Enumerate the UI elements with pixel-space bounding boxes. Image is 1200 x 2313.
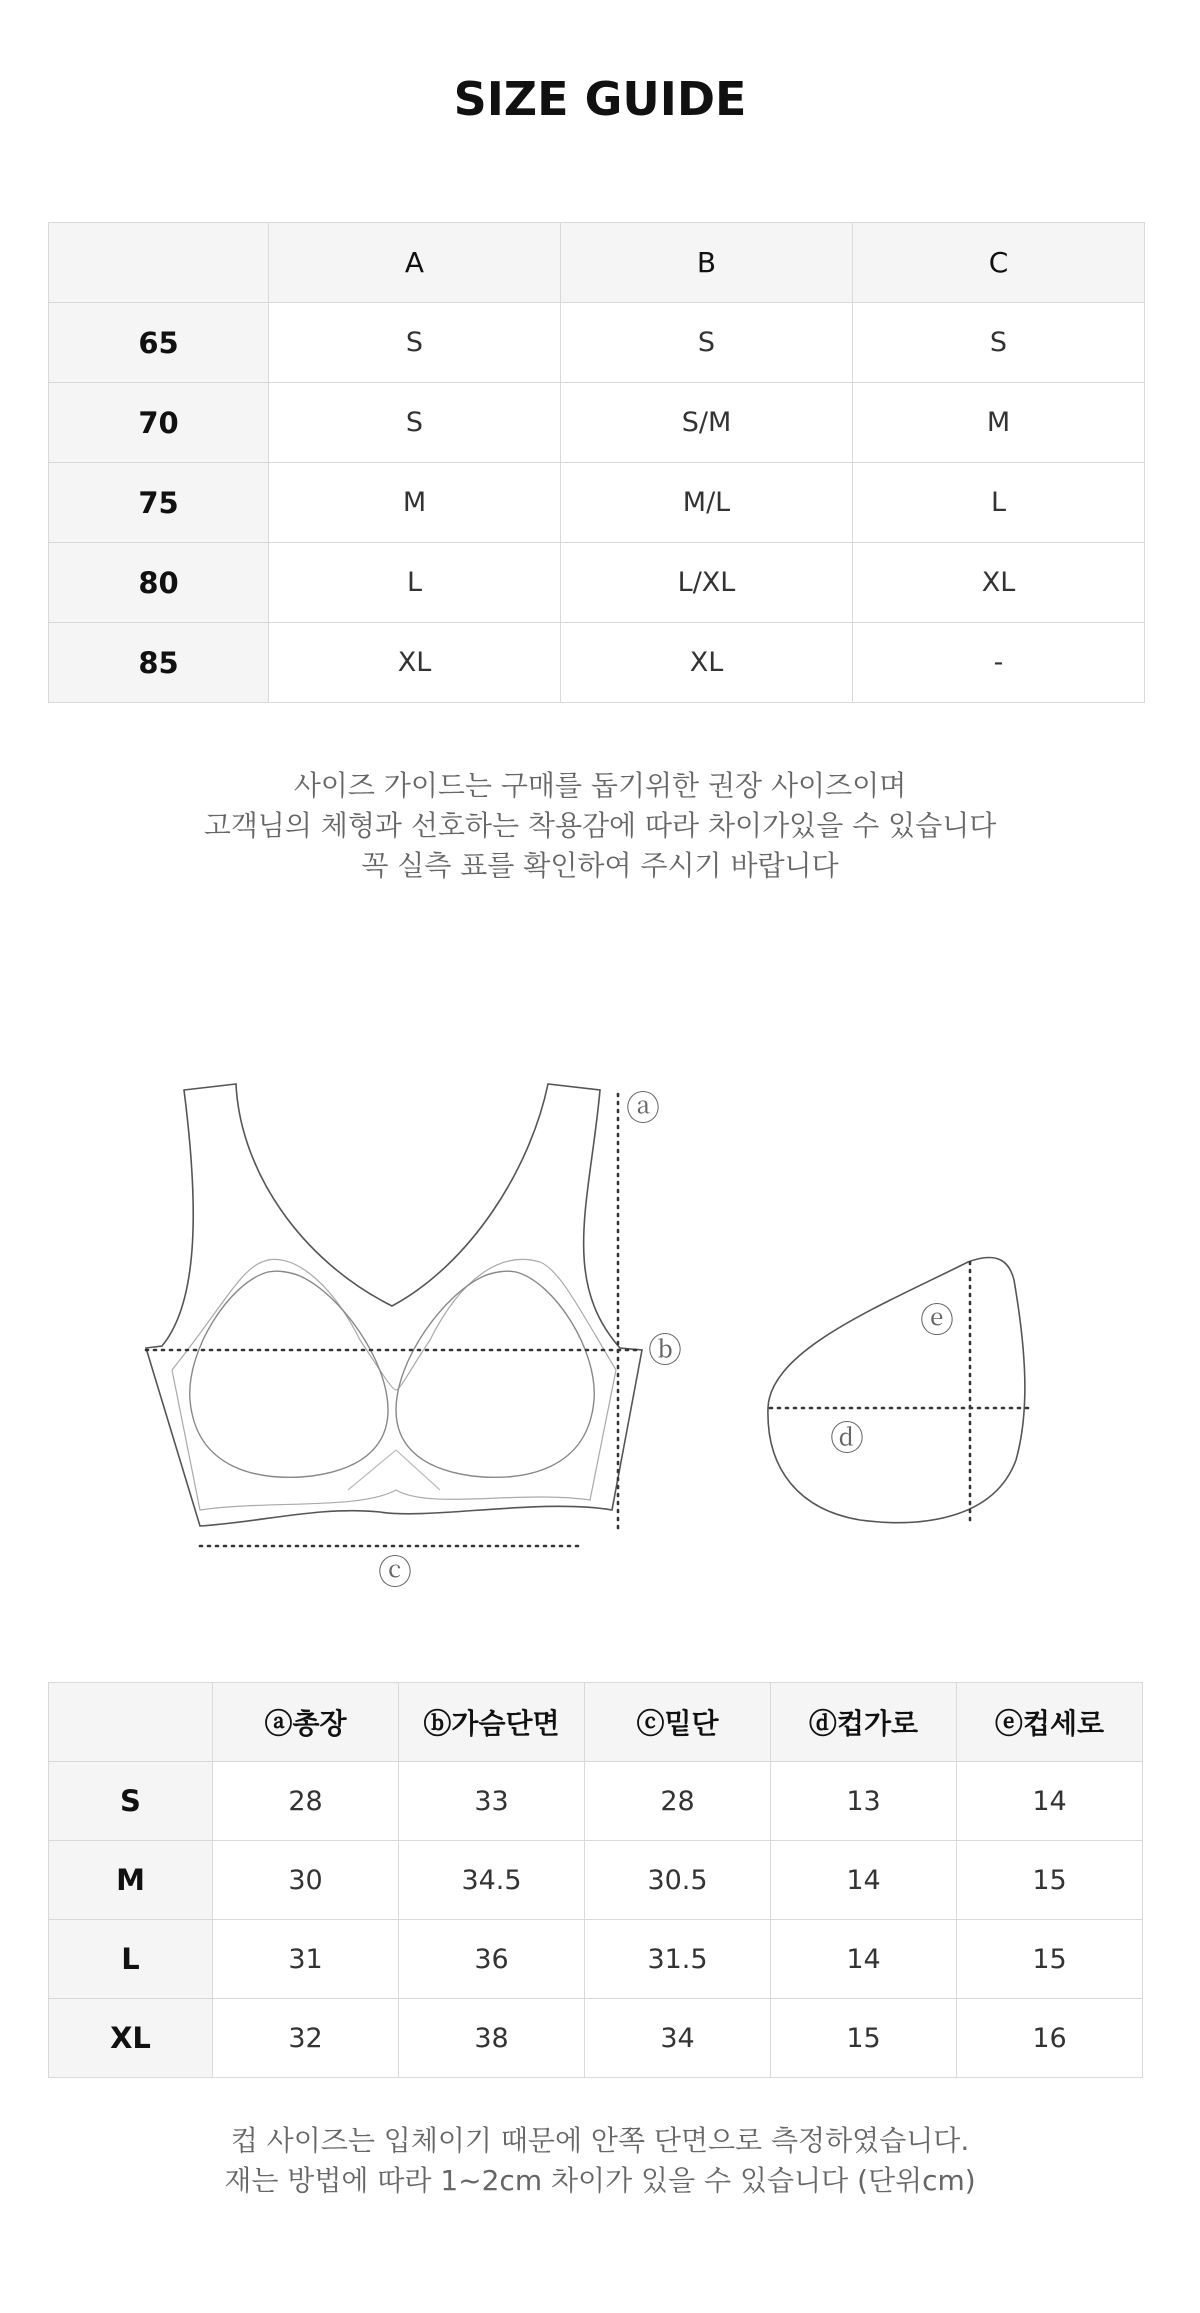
band-size-cell: 75	[49, 463, 269, 543]
table-cell: 15	[957, 1920, 1143, 1999]
measurement-table	[48, 1682, 1143, 2078]
label-a: ⓐ	[626, 1089, 660, 1129]
measurement-diagram	[0, 1050, 1200, 1610]
table-header-cell: A	[269, 223, 561, 303]
note-line: 꼭 실측 표를 확인하여 주시기 바랍니다	[361, 849, 839, 882]
table-row	[49, 623, 1145, 703]
table-cell: S	[269, 383, 561, 463]
table-header-cell	[49, 223, 269, 303]
table-cell: 16	[957, 1999, 1143, 2078]
table-cell: M	[269, 463, 561, 543]
table-header-row	[49, 223, 1145, 303]
table-row	[49, 1762, 1143, 1841]
band-size-cell: 80	[49, 543, 269, 623]
table-header-row	[49, 1683, 1143, 1762]
page-title: SIZE GUIDE	[453, 72, 747, 126]
table-header-cell: ⓔ컵세로	[957, 1683, 1143, 1762]
table-cell: M	[853, 383, 1145, 463]
size-cell: L	[49, 1920, 213, 1999]
table-header-cell: ⓒ밑단	[585, 1683, 771, 1762]
label-c: ⓒ	[378, 1553, 412, 1593]
size-cell: M	[49, 1841, 213, 1920]
center-gore	[348, 1450, 440, 1490]
table-header-cell: C	[853, 223, 1145, 303]
table-row	[49, 1920, 1143, 1999]
table-cell: 38	[399, 1999, 585, 2078]
table-cell: S	[269, 303, 561, 383]
table-cell: 30.5	[585, 1841, 771, 1920]
label-b: ⓑ	[648, 1331, 682, 1371]
size-cell: S	[49, 1762, 213, 1841]
table-cell: 13	[771, 1762, 957, 1841]
size-guide-note	[0, 766, 1200, 886]
band-size-cell: 65	[49, 303, 269, 383]
cup-pad	[768, 1257, 1025, 1522]
measurement-note	[0, 2121, 1200, 2201]
note-line: 고객님의 체형과 선호하는 착용감에 따라 차이가있을 수 있습니다	[203, 809, 997, 842]
band-size-cell: 85	[49, 623, 269, 703]
table-cell: XL	[269, 623, 561, 703]
table-header-cell: ⓓ컵가로	[771, 1683, 957, 1762]
note-line: 재는 방법에 따라 1~2cm 차이가 있을 수 있습니다 (단위cm)	[224, 2164, 976, 2197]
table-cell: XL	[561, 623, 853, 703]
table-cell: 15	[771, 1999, 957, 2078]
table-cell: S	[853, 303, 1145, 383]
table-cell: 14	[957, 1762, 1143, 1841]
table-row	[49, 1841, 1143, 1920]
table-header-cell: B	[561, 223, 853, 303]
table-cell: -	[853, 623, 1145, 703]
label-d: ⓓ	[830, 1419, 864, 1459]
table-row	[49, 463, 1145, 543]
table-row	[49, 1999, 1143, 2078]
note-line: 사이즈 가이드는 구매를 돕기위한 권장 사이즈이며	[293, 769, 907, 802]
table-cell: 31.5	[585, 1920, 771, 1999]
table-header-cell: ⓑ가슴단면	[399, 1683, 585, 1762]
table-cell: M/L	[561, 463, 853, 543]
table-header-cell: ⓐ총장	[213, 1683, 399, 1762]
band-size-cell: 70	[49, 383, 269, 463]
table-cell: 14	[771, 1841, 957, 1920]
table-cell: 33	[399, 1762, 585, 1841]
table-cell: 34	[585, 1999, 771, 2078]
bra-illustration	[146, 1084, 1025, 1526]
table-cell: 31	[213, 1920, 399, 1999]
left-cup	[190, 1271, 388, 1477]
table-cell: L	[269, 543, 561, 623]
table-row	[49, 543, 1145, 623]
table-cell: S/M	[561, 383, 853, 463]
table-row	[49, 383, 1145, 463]
label-e: ⓔ	[920, 1301, 954, 1341]
size-cell: XL	[49, 1999, 213, 2078]
note-line: 컵 사이즈는 입체이기 때문에 안쪽 단면으로 측정하였습니다.	[230, 2124, 970, 2157]
table-cell: 28	[213, 1762, 399, 1841]
cup-size-table	[48, 222, 1145, 703]
measure-labels	[378, 1089, 954, 1593]
right-cup	[396, 1271, 594, 1477]
table-cell: XL	[853, 543, 1145, 623]
table-cell: S	[561, 303, 853, 383]
inner-seam	[172, 1259, 616, 1510]
table-cell: 34.5	[399, 1841, 585, 1920]
table-cell: 14	[771, 1920, 957, 1999]
table-row	[49, 303, 1145, 383]
table-cell: 15	[957, 1841, 1143, 1920]
table-cell: 32	[213, 1999, 399, 2078]
table-header-cell	[49, 1683, 213, 1762]
table-cell: 28	[585, 1762, 771, 1841]
table-cell: 30	[213, 1841, 399, 1920]
table-cell: L/XL	[561, 543, 853, 623]
table-cell: L	[853, 463, 1145, 543]
table-cell: 36	[399, 1920, 585, 1999]
